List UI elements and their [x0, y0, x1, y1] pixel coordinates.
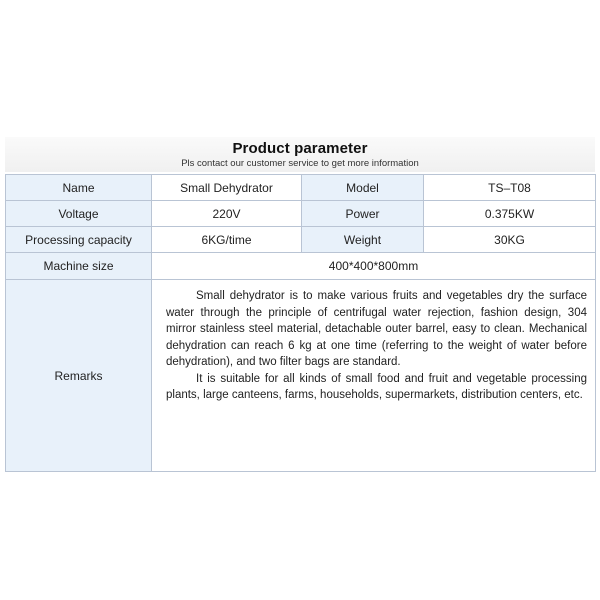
name-value: Small Dehydrator	[152, 175, 302, 201]
model-label: Model	[302, 175, 424, 201]
size-value: 400*400*800mm	[152, 253, 596, 280]
voltage-value: 220V	[152, 201, 302, 227]
size-label: Machine size	[6, 253, 152, 280]
remarks-label: Remarks	[6, 280, 152, 472]
remarks-value	[152, 280, 596, 472]
section-subtitle: Pls contact our customer service to get more information	[181, 158, 419, 169]
capacity-value: 6KG/time	[152, 227, 302, 253]
remarks-paragraph-2: It is suitable for all kinds of small food and fruit and vegetable processing plants, large canteens, farms, households, supermarkets, distribution centers, etc.	[166, 372, 587, 401]
model-value: TS–T08	[424, 175, 596, 201]
parameter-table	[5, 174, 596, 472]
section-header	[5, 137, 595, 172]
section-title: Product parameter	[232, 140, 368, 157]
table-row	[6, 280, 596, 472]
table-row	[6, 253, 596, 280]
power-value: 0.375KW	[424, 201, 596, 227]
power-label: Power	[302, 201, 424, 227]
capacity-label: Processing capacity	[6, 227, 152, 253]
remarks-paragraph-1: Small dehydrator is to make various fruits and vegetables dry the surface water through the principle of centrifugal water rejection, fashion design, 304 mirror stainless steel material, detachable outer barrel, easy to clean. Mechanical dehydration can reach 6 kg at one time (referring to the weight of water before dehydration), and two filter bags are standard.	[166, 290, 587, 368]
voltage-label: Voltage	[6, 201, 152, 227]
table-row	[6, 227, 596, 253]
name-label: Name	[6, 175, 152, 201]
weight-value: 30KG	[424, 227, 596, 253]
weight-label: Weight	[302, 227, 424, 253]
table-row	[6, 175, 596, 201]
table-row	[6, 201, 596, 227]
